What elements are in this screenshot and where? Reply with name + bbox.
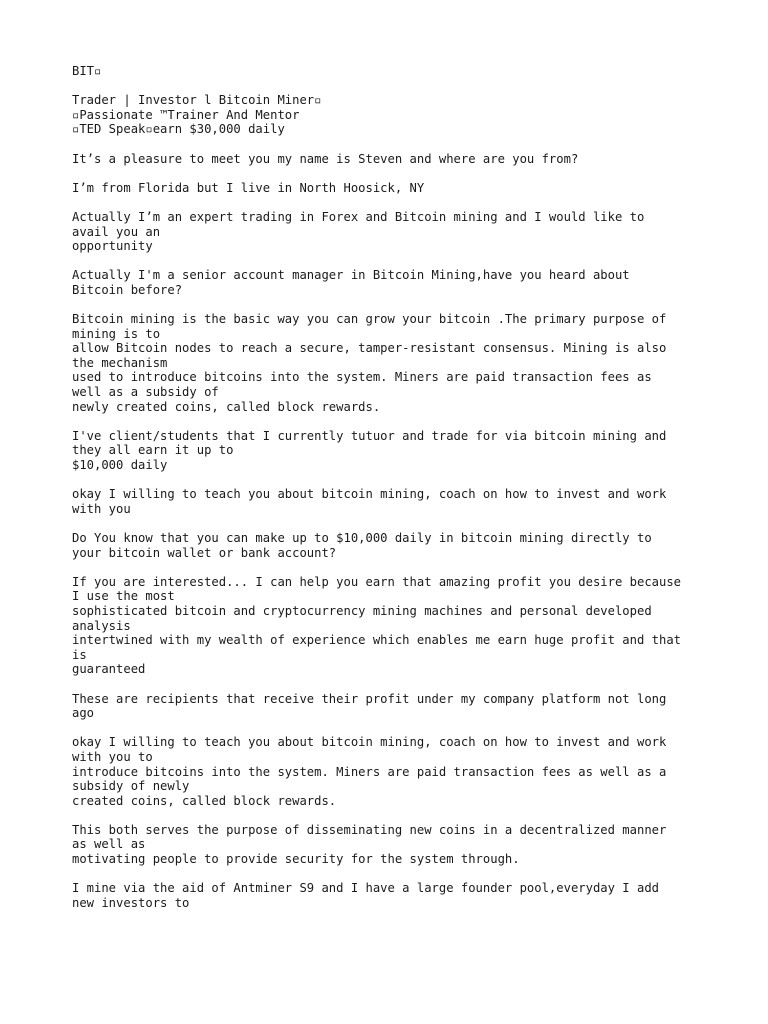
text-line: is: [72, 647, 87, 662]
text-line: Do You know that you can make up to $10,000 daily in bitcoin mining directly to: [72, 531, 652, 545]
paragraph-location: [72, 181, 712, 196]
paragraph-teach-again: [72, 735, 712, 808]
text-line: intertwined with my wealth of experience which enables me earn huge profit and that: [72, 633, 682, 648]
text-line: It’s a pleasure to meet you my name is Steven and where are you from?: [72, 151, 579, 166]
text-line: created coins, called block rewards.: [72, 793, 337, 808]
text-line: Actually I'm a senior account manager in Bitcoin Mining,have you heard about: [72, 268, 630, 283]
text-line: with you to: [72, 749, 153, 764]
text-line: guaranteed: [72, 662, 146, 677]
text-line: $10,000 daily: [72, 458, 168, 473]
text-line: BIT▫: [72, 64, 102, 78]
document-page: [72, 64, 712, 925]
text-line: they all earn it up to: [72, 443, 234, 458]
text-line: This both serves the purpose of disseminating new coins in a decentralized manner: [72, 822, 667, 837]
paragraph-antminer: [72, 881, 712, 910]
text-line: as well as: [72, 837, 146, 852]
text-line: used to introduce bitcoins into the system. Miners are paid transaction fees as: [72, 370, 652, 385]
text-line: ago: [72, 706, 95, 721]
text-line: introduce bitcoins into the system. Miners are paid transaction fees as well as a: [72, 764, 667, 779]
text-line: Bitcoin before?: [72, 282, 183, 297]
paragraph-daily-profit: [72, 531, 712, 560]
paragraph-expert: [72, 210, 712, 254]
text-line: analysis: [72, 618, 131, 633]
text-line: newly created coins, called block rewards.: [72, 399, 381, 414]
paragraph-greeting: [72, 152, 712, 167]
text-line: I use the most: [72, 589, 175, 604]
text-line: Trader | Investor l Bitcoin Miner▫: [72, 93, 322, 108]
text-line: sophisticated bitcoin and cryptocurrency mining machines and personal developed: [72, 603, 652, 618]
text-line: the mechanism: [72, 355, 168, 370]
text-line: I've client/students that I currently tutuor and trade for via bitcoin mining and: [72, 428, 667, 443]
text-line: new investors to: [72, 895, 190, 910]
text-line: well as a subsidy of: [72, 385, 219, 400]
text-line: ▫Passionate ™Trainer And Mentor: [72, 107, 300, 122]
text-line: I mine via the aid of Antminer S9 and I have a large founder pool,everyday I add: [72, 881, 659, 896]
paragraph-interested: [72, 575, 712, 677]
text-line: with you: [72, 501, 131, 516]
text-line: allow Bitcoin nodes to reach a secure, tamper-resistant consensus. Mining is also: [72, 341, 667, 356]
text-line: I’m from Florida but I live in North Hoosick, NY: [72, 180, 425, 195]
text-line: your bitcoin wallet or bank account?: [72, 545, 337, 560]
text-line: okay I willing to teach you about bitcoin mining, coach on how to invest and work: [72, 735, 667, 750]
text-line: Actually I’m an expert trading in Forex and Bitcoin mining and I would like to: [72, 209, 645, 224]
text-line: okay I willing to teach you about bitcoin mining, coach on how to invest and work: [72, 487, 667, 502]
text-line: Bitcoin mining is the basic way you can grow your bitcoin .The primary purpose of: [72, 312, 667, 327]
text-line: ▫TED Speak▫earn $30,000 daily: [72, 122, 285, 137]
paragraph-account-manager: [72, 268, 712, 297]
paragraph-title: [72, 64, 712, 79]
text-line: motivating people to provide security for the system through.: [72, 852, 520, 867]
text-line: subsidy of newly: [72, 779, 190, 794]
paragraph-recipients: [72, 692, 712, 721]
text-line: If you are interested... I can help you earn that amazing profit you desire because: [72, 574, 682, 589]
text-line: mining is to: [72, 326, 161, 341]
paragraph-clients: [72, 429, 712, 473]
text-line: avail you an: [72, 224, 161, 239]
paragraph-disseminating: [72, 823, 712, 867]
paragraph-profile: [72, 93, 712, 137]
paragraph-teach: [72, 487, 712, 516]
text-line: opportunity: [72, 239, 153, 254]
text-line: These are recipients that receive their profit under my company platform not long: [72, 691, 667, 706]
paragraph-mining-explained: [72, 312, 712, 414]
